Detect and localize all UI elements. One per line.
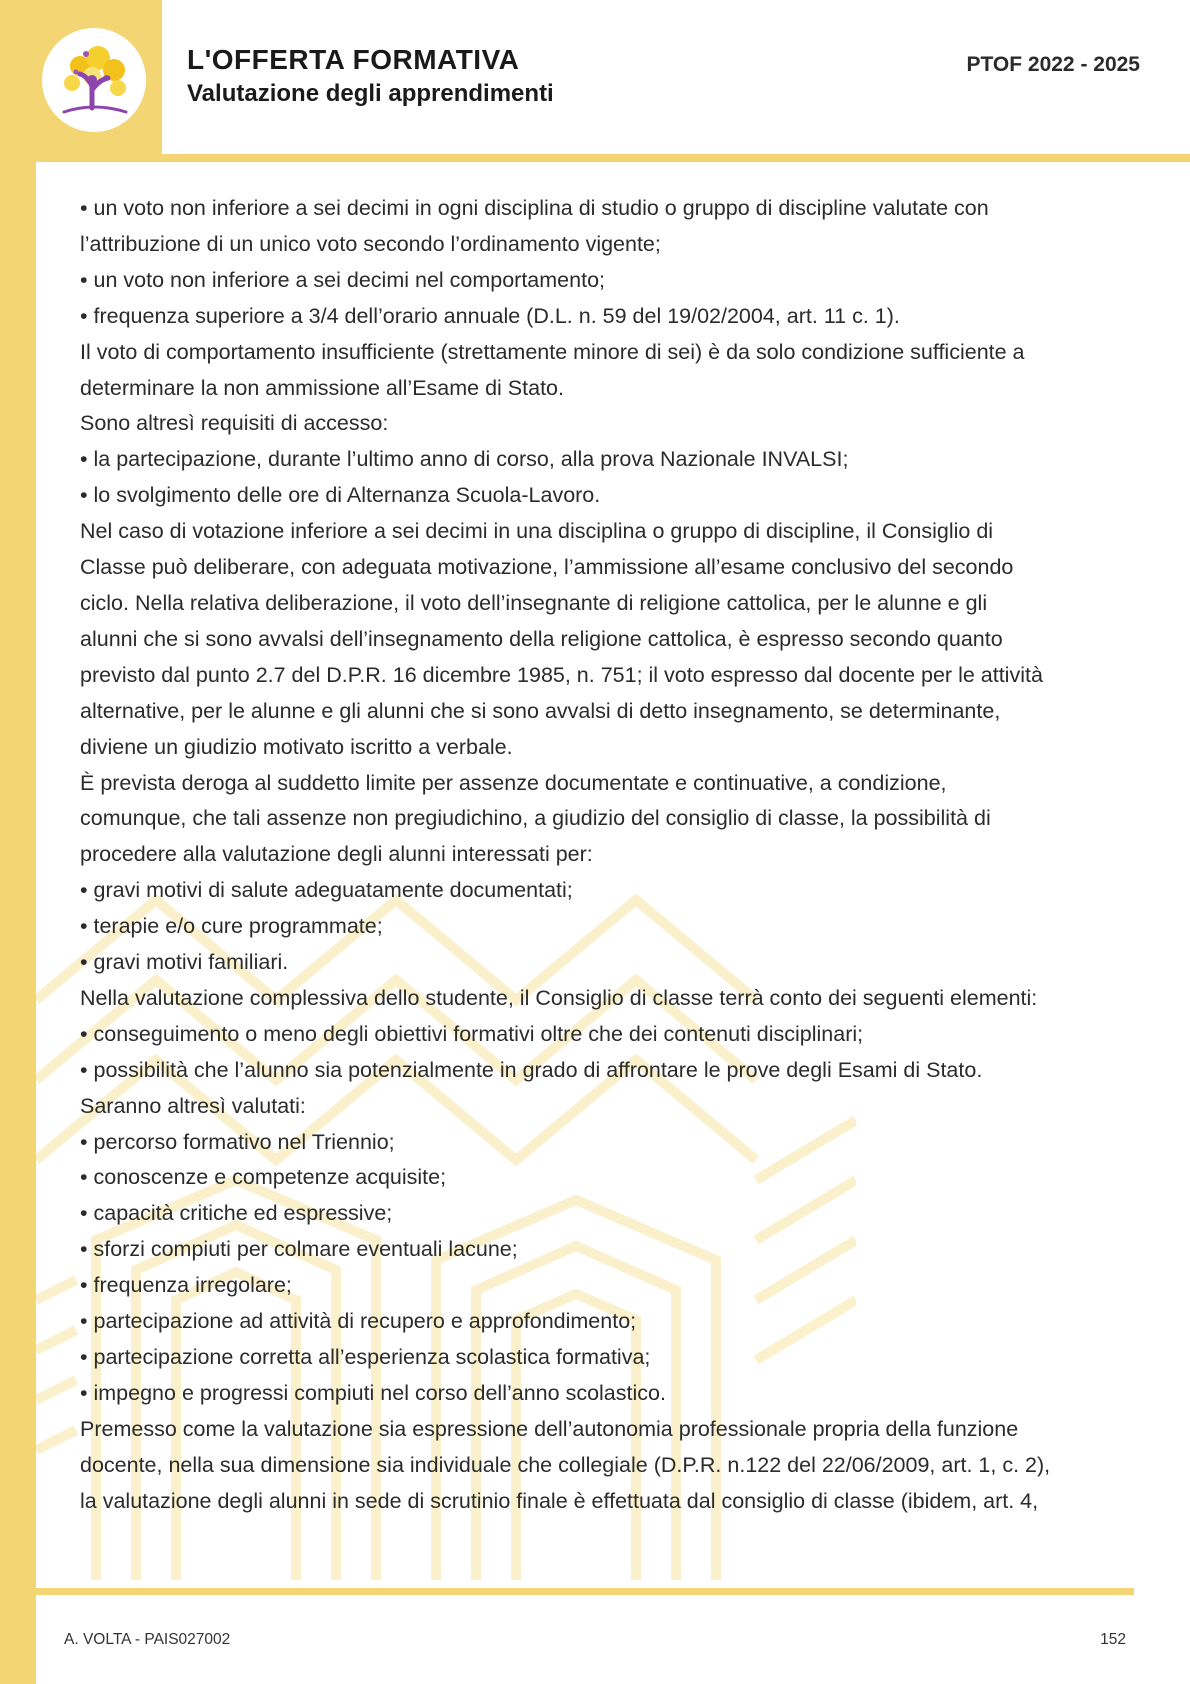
page-number: 152 <box>1100 1631 1126 1648</box>
text-line: l’attribuzione di un unico voto secondo l’ordinamento vigente; <box>80 231 661 256</box>
text-line: Nella valutazione complessiva dello studente, il Consiglio di classe terrà conto dei seguenti elementi: <box>80 985 1038 1010</box>
text-line: determinare la non ammissione all’Esame di Stato. <box>80 375 564 400</box>
text-line: • sforzi compiuti per colmare eventuali lacune; <box>80 1237 518 1262</box>
text-line: • capacità critiche ed espressive; <box>80 1201 393 1226</box>
text-line: alunni che si sono avvalsi dell’insegnamento della religione cattolica, è espresso secondo quanto <box>80 626 1003 651</box>
tree-logo-icon <box>42 28 146 132</box>
text-line: • la partecipazione, durante l’ultimo anno di corso, alla prova Nazionale INVALSI; <box>80 447 849 472</box>
text-line: • possibilità che l’alunno sia potenzialmente in grado di affrontare le prove degli Esami di Stato. <box>80 1057 983 1082</box>
text-line: comunque, che tali assenze non pregiudichino, a giudizio del consiglio di classe, la possibilità di <box>80 806 991 831</box>
body-text <box>80 191 1125 1520</box>
text-line: Nel caso di votazione inferiore a sei decimi in una disciplina o gruppo di discipline, il Consiglio di <box>80 519 994 544</box>
text-line: Classe può deliberare, con adeguata motivazione, l’ammissione all’esame conclusivo del secondo <box>80 555 1014 580</box>
header-divider <box>36 154 1190 162</box>
text-line: È prevista deroga al suddetto limite per assenze documentate e continuative, a condizione, <box>80 770 947 795</box>
text-line: • un voto non inferiore a sei decimi in ogni disciplina di studio o gruppo di discipline valutate con <box>80 196 989 220</box>
text-line: Il voto di comportamento insufficiente (strettamente minore di sei) è da solo condizione sufficiente a <box>80 339 1025 364</box>
footer-divider <box>36 1588 1134 1595</box>
text-line: alternative, per le alunne e gli alunni che si sono avvalsi di detto insegnamento, se determinante, <box>80 698 1001 723</box>
text-line: • partecipazione corretta all’esperienza scolastica formativa; <box>80 1345 651 1369</box>
text-line: • impegno e progressi compiuti nel corso dell’anno scolastico. <box>80 1380 666 1405</box>
left-accent-band <box>0 0 36 1684</box>
school-logo <box>42 28 146 132</box>
page-subtitle: Valutazione degli apprendimenti <box>187 80 554 107</box>
text-line: • terapie e/o cure programmate; <box>80 914 383 939</box>
text-line: • conoscenze e competenze acquisite; <box>80 1165 447 1190</box>
text-line: • lo svolgimento delle ore di Alternanza Scuola-Lavoro. <box>80 483 601 508</box>
text-line: Premesso come la valutazione sia espressione dell’autonomia professionale propria della funzione <box>80 1416 1019 1441</box>
text-line: • percorso formativo nel Triennio; <box>80 1129 395 1154</box>
text-line: ciclo. Nella relativa deliberazione, il voto dell’insegnante di religione cattolica, per le alunne e gli <box>80 590 988 615</box>
text-line: diviene un giudizio motivato iscritto a verbale. <box>80 734 513 759</box>
text-line: • gravi motivi di salute adeguatamente documentati; <box>80 878 573 903</box>
text-line: • gravi motivi familiari. <box>80 950 289 975</box>
text-line: • conseguimento o meno degli obiettivi formativi oltre che dei contenuti disciplinari; <box>80 1021 864 1046</box>
text-line: la valutazione degli alunni in sede di scrutinio finale è effettuata dal consiglio di classe (ibidem, art. 4, <box>80 1488 1039 1513</box>
text-line: • frequenza superiore a 3/4 dell’orario annuale (D.L. n. 59 del 19/02/2004, art. 11 c. 1). <box>80 303 900 328</box>
text-line: • frequenza irregolare; <box>80 1273 292 1298</box>
text-line: docente, nella sua dimensione sia individuale che collegiale (D.P.R. n.122 del 22/06/2009, art. 1, c. 2), <box>80 1452 1051 1477</box>
footer-school-code: A. VOLTA - PAIS027002 <box>64 1631 231 1648</box>
text-line: previsto dal punto 2.7 del D.P.R. 16 dicembre 1985, n. 751; il voto espresso dal docente per le attività <box>80 662 1043 687</box>
page-title: L'OFFERTA FORMATIVA <box>187 44 520 75</box>
text-line: • partecipazione ad attività di recupero e approfondimento; <box>80 1309 637 1334</box>
ptof-label: PTOF 2022 - 2025 <box>966 53 1140 76</box>
text-line: Sono altresì requisiti di accesso: <box>80 411 389 436</box>
text-line: • un voto non inferiore a sei decimi nel comportamento; <box>80 267 605 292</box>
text-line: procedere alla valutazione degli alunni interessati per: <box>80 842 593 867</box>
text-line: Saranno altresì valutati: <box>80 1093 306 1118</box>
